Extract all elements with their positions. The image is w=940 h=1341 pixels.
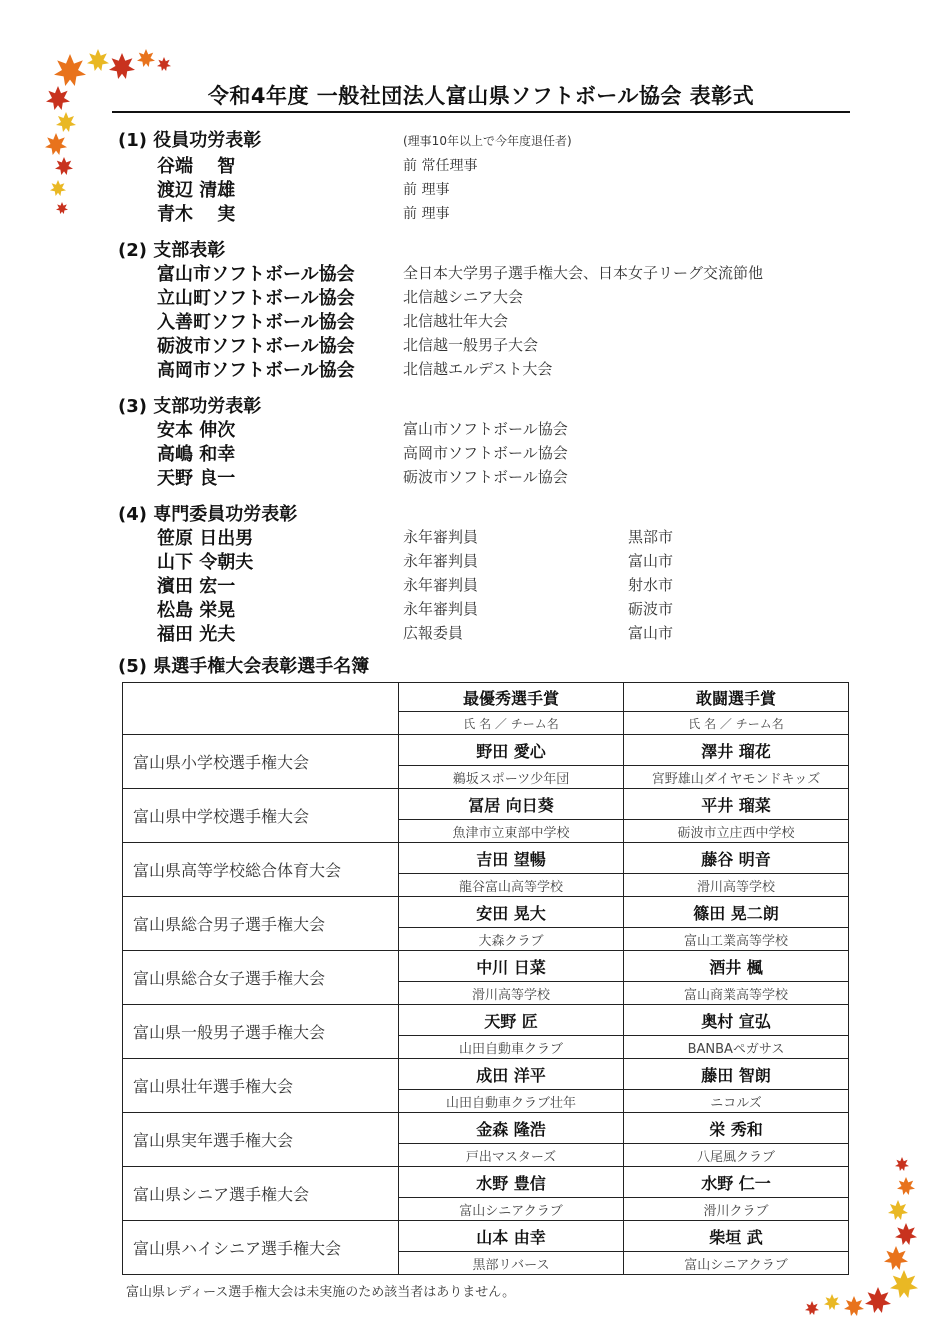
mvp-team-name: 鵜坂スポーツ少年団 [399,766,624,789]
section-5-heading: (5) 県選手権大会表彰選手名簿 [118,656,370,677]
branch-detail: 北信越一般男子大会 [403,336,539,354]
officer-title: 前 常任理事 [403,158,478,174]
fighting-spirit-team-name: 滑川クラブ [624,1198,849,1221]
table-row [123,789,849,820]
committee-member-role: 永年審判員 [403,600,479,618]
committee-member-name: 松島 栄晃 [157,600,236,621]
title-underline [112,111,850,113]
fighting-spirit-team-name: 宮野雄山ダイヤモンドキッズ [624,766,849,789]
fighting-spirit-player-name: 藤谷 明音 [624,843,849,874]
fighting-spirit-team-name: 八尾風クラブ [624,1144,849,1167]
committee-member-city: 黒部市 [628,528,674,546]
fighting-spirit-player-name: 澤井 瑠花 [624,735,849,766]
mvp-player-name: 天野 匠 [399,1005,624,1036]
branch-detail: 北信越シニア大会 [403,288,524,306]
fighting-spirit-player-name: 栄 秀和 [624,1113,849,1144]
fighting-spirit-column-header: 敢闘選手賞 [624,683,849,712]
mvp-player-name: 中川 日菜 [399,951,624,982]
tournament-name: 富山県ハイシニア選手権大会 [123,1221,399,1275]
fighting-spirit-team-name: BANBAペガサス [624,1036,849,1059]
mvp-team-name: 黒部リバース [399,1252,624,1275]
committee-member-role: 永年審判員 [403,528,479,546]
mvp-team-name: 富山シニアクラブ [399,1198,624,1221]
branch-merit-name: 高嶋 和幸 [157,444,236,465]
officer-title: 前 理事 [403,206,450,222]
committee-member-role: 永年審判員 [403,552,479,570]
fighting-spirit-team-name: 富山工業高等学校 [624,928,849,951]
table-row [123,843,849,874]
fighting-spirit-team-name: 滑川高等学校 [624,874,849,897]
mvp-player-name: 野田 愛心 [399,735,624,766]
table-row [123,897,849,928]
officer-name: 渡辺 清雄 [157,180,236,201]
tournament-name: 富山県高等学校総合体育大会 [123,843,399,897]
fighting-spirit-player-name: 柴垣 武 [624,1221,849,1252]
tournament-name: 富山県実年選手権大会 [123,1113,399,1167]
branch-name: 富山市ソフトボール協会 [157,264,355,285]
fighting-spirit-player-name: 平井 瑠菜 [624,789,849,820]
fighting-spirit-player-name: 篠田 晃二朗 [624,897,849,928]
branch-name: 立山町ソフトボール協会 [157,288,355,309]
committee-member-city: 射水市 [628,576,674,594]
branch-merit-name: 安本 伸次 [157,420,236,441]
committee-member-role: 広報委員 [403,624,464,642]
branch-name: 砺波市ソフトボール協会 [157,336,355,357]
table-row [123,1221,849,1252]
mvp-player-name: 安田 晃大 [399,897,624,928]
fighting-spirit-player-name: 水野 仁一 [624,1167,849,1198]
fighting-spirit-subheader: 氏 名 ／ チーム名 [624,712,849,735]
mvp-player-name: 成田 洋平 [399,1059,624,1090]
tournament-name: 富山県小学校選手権大会 [123,735,399,789]
fighting-spirit-player-name: 酒井 楓 [624,951,849,982]
fighting-spirit-team-name: 砺波市立庄西中学校 [624,820,849,843]
committee-member-city: 富山市 [628,624,674,642]
mvp-team-name: 山田自動車クラブ [399,1036,624,1059]
fighting-spirit-player-name: 奥村 宣弘 [624,1005,849,1036]
committee-member-name: 福田 光夫 [157,624,236,645]
section-1-note: (理事10年以上で今年度退任者) [403,134,572,148]
fighting-spirit-team-name: 富山商業高等学校 [624,982,849,1005]
committee-member-name: 濱田 宏一 [157,576,236,597]
table-row [123,1167,849,1198]
document-title: 令和4年度 一般社団法人富山県ソフトボール協会 表彰式 [207,84,755,108]
branch-detail: 北信越壮年大会 [403,312,509,330]
fighting-spirit-player-name: 藤田 智朗 [624,1059,849,1090]
tournament-name: 富山県シニア選手権大会 [123,1167,399,1221]
officer-name: 谷端 智 [157,156,236,177]
mvp-player-name: 冨居 向日葵 [399,789,624,820]
fighting-spirit-team-name: 富山シニアクラブ [624,1252,849,1275]
tournament-name: 富山県中学校選手権大会 [123,789,399,843]
section-4-heading: (4) 専門委員功労表彰 [118,504,298,525]
mvp-team-name: 魚津市立東部中学校 [399,820,624,843]
table-row [123,1059,849,1090]
officer-title: 前 理事 [403,182,450,198]
footer-note: 富山県レディース選手権大会は未実施のため該当者はありません。 [126,1285,516,1300]
mvp-subheader: 氏 名 ／ チーム名 [399,712,624,735]
branch-merit-affiliation: 砺波市ソフトボール協会 [403,468,568,486]
mvp-team-name: 山田自動車クラブ壮年 [399,1090,624,1113]
committee-member-city: 砺波市 [628,600,674,618]
branch-name: 高岡市ソフトボール協会 [157,360,355,381]
table-row [123,951,849,982]
section-2-heading: (2) 支部表彰 [118,240,226,261]
mvp-team-name: 龍谷富山高等学校 [399,874,624,897]
table-corner-cell [123,683,399,735]
section-3-heading: (3) 支部功労表彰 [118,396,262,417]
branch-merit-name: 天野 良一 [157,468,236,489]
mvp-column-header: 最優秀選手賞 [399,683,624,712]
tournament-name: 富山県総合男子選手権大会 [123,897,399,951]
tournament-name: 富山県壮年選手権大会 [123,1059,399,1113]
table-row [123,1113,849,1144]
mvp-player-name: 水野 豊信 [399,1167,624,1198]
branch-name: 入善町ソフトボール協会 [157,312,355,333]
tournament-name: 富山県一般男子選手権大会 [123,1005,399,1059]
mvp-player-name: 山本 由幸 [399,1221,624,1252]
table-row [123,735,849,766]
branch-detail: 北信越エルデスト大会 [403,360,553,378]
awards-table [122,682,849,1275]
mvp-team-name: 滑川高等学校 [399,982,624,1005]
mvp-team-name: 戸出マスターズ [399,1144,624,1167]
table-row [123,1005,849,1036]
committee-member-role: 永年審判員 [403,576,479,594]
mvp-team-name: 大森クラブ [399,928,624,951]
mvp-player-name: 吉田 望暢 [399,843,624,874]
tournament-name: 富山県総合女子選手権大会 [123,951,399,1005]
officer-name: 青木 実 [157,204,236,225]
committee-member-name: 山下 令朝夫 [157,552,254,573]
mvp-player-name: 金森 隆浩 [399,1113,624,1144]
committee-member-city: 富山市 [628,552,674,570]
branch-detail: 全日本大学男子選手権大会、日本女子リーグ交流節他 [403,264,764,282]
section-1-heading: (1) 役員功労表彰 [118,130,262,151]
committee-member-name: 笹原 日出男 [157,528,254,549]
fighting-spirit-team-name: ニコルズ [624,1090,849,1113]
branch-merit-affiliation: 富山市ソフトボール協会 [403,420,568,438]
branch-merit-affiliation: 高岡市ソフトボール協会 [403,444,568,462]
